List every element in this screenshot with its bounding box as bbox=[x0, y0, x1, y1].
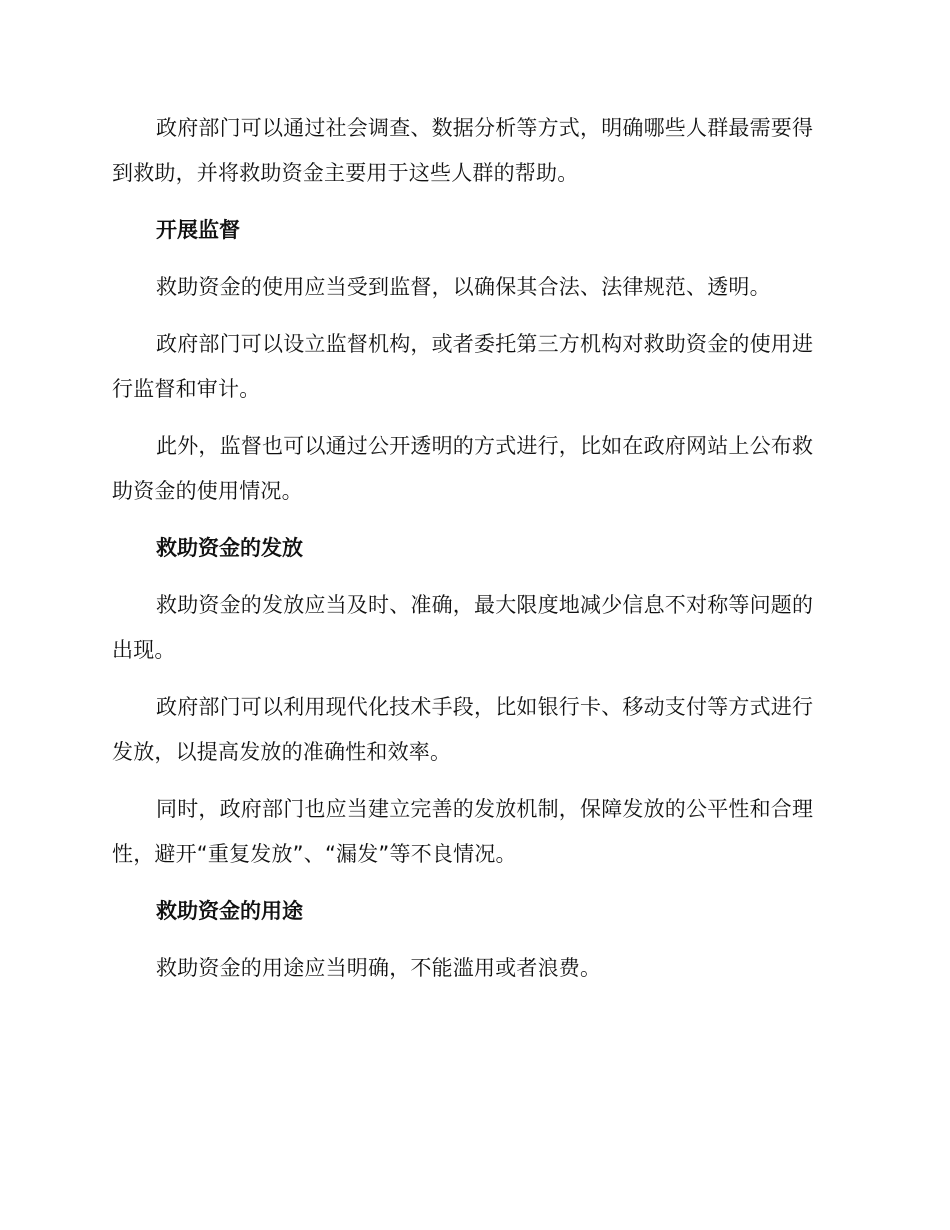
paragraph-supervision-transparency: 此外，监督也可以通过公开透明的方式进行，比如在政府网站上公布救助资金的使用情况。 bbox=[112, 434, 814, 503]
paragraph-distribution-mechanism: 同时，政府部门也应当建立完善的发放机制，保障发放的公平性和合理性，避开“重复发放”、“漏发”等不良情况。 bbox=[112, 797, 814, 866]
paragraph-target-groups: 政府部门可以通过社会调查、数据分析等方式，明确哪些人群最需要得到救助，并将救助资金主要用于这些人群的帮助。 bbox=[112, 116, 814, 185]
paragraph-usage-intro: 救助资金的用途应当明确，不能滥用或者浪费。 bbox=[156, 956, 602, 980]
document-page bbox=[112, 106, 832, 1003]
paragraph-supervision-agency: 政府部门可以设立监督机构，或者委托第三方机构对救助资金的使用进行监督和审计。 bbox=[112, 332, 814, 401]
paragraph-supervision-intro: 救助资金的使用应当受到监督，以确保其合法、法律规范、透明。 bbox=[156, 275, 771, 299]
paragraph-distribution-intro: 救助资金的发放应当及时、准确，最大限度地减少信息不对称等问题的出现。 bbox=[112, 593, 814, 662]
heading-distribution: 救助资金的发放 bbox=[156, 536, 303, 560]
heading-supervision: 开展监督 bbox=[156, 218, 240, 242]
heading-usage: 救助资金的用途 bbox=[156, 899, 303, 923]
paragraph-distribution-technology: 政府部门可以利用现代化技术手段，比如银行卡、移动支付等方式进行发放，以提高发放的准确性和效率。 bbox=[112, 695, 814, 764]
